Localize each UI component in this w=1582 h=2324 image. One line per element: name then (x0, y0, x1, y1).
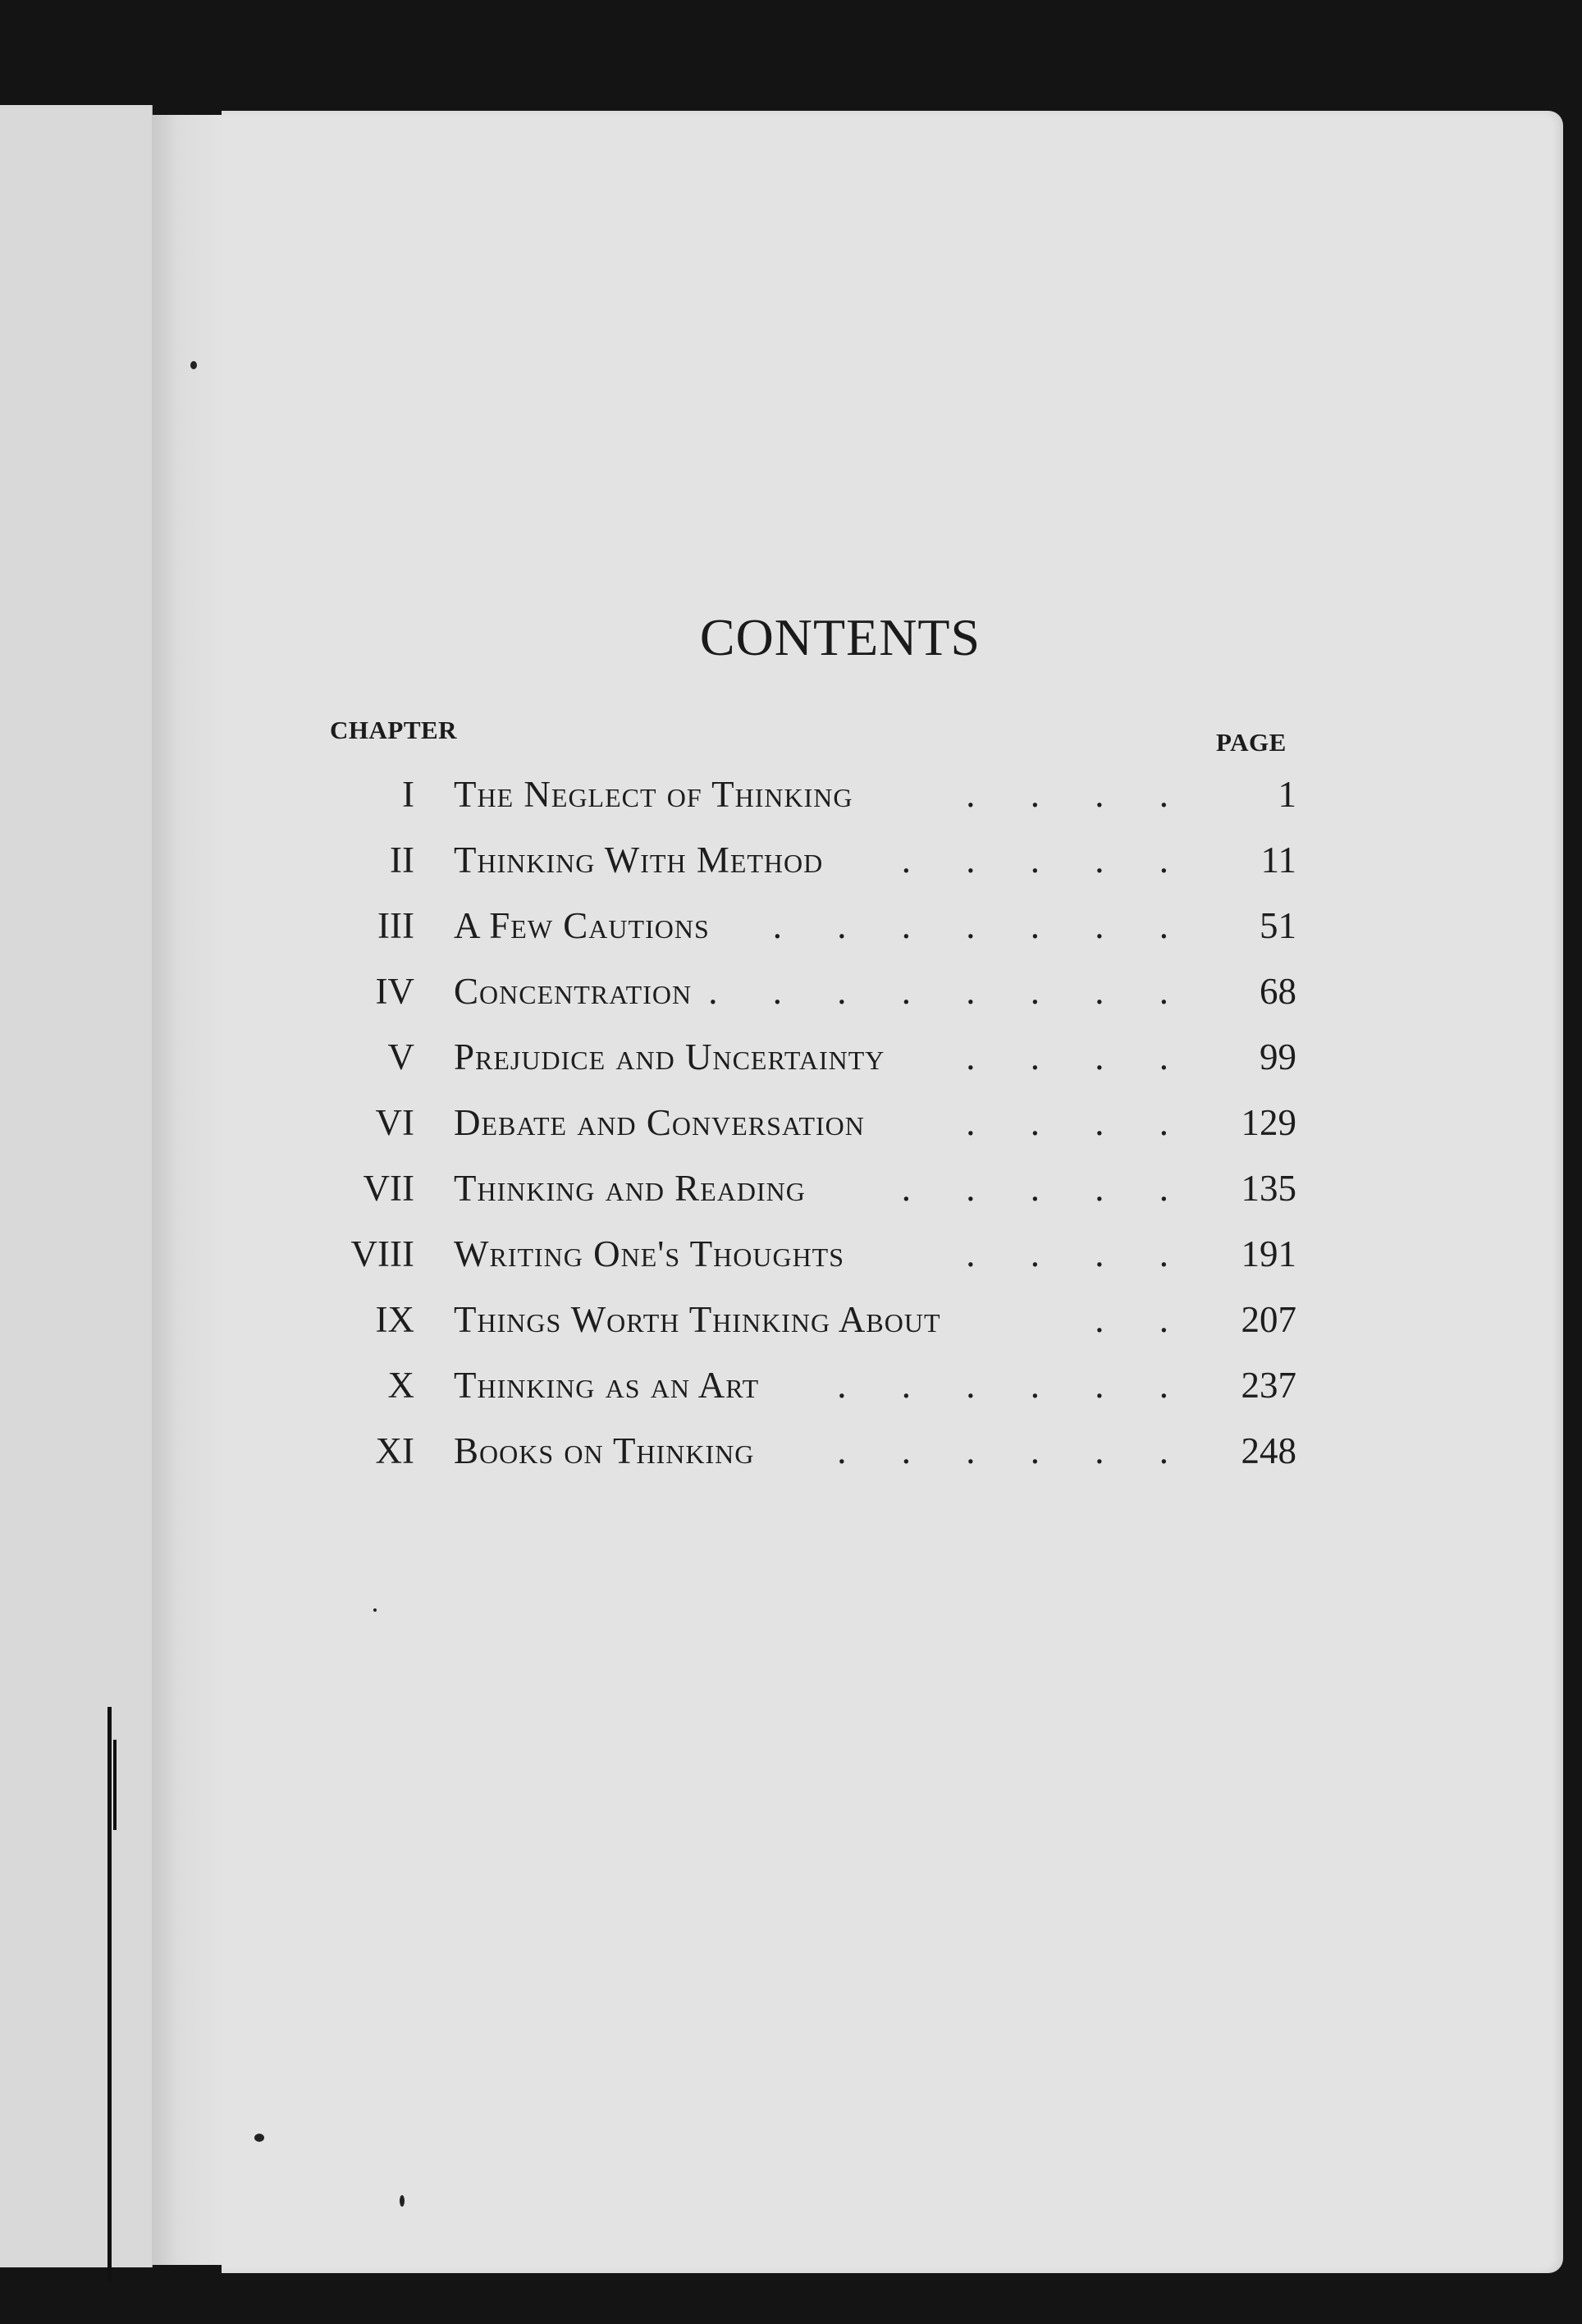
chapter-number: V (387, 1036, 414, 1077)
chapter-number: I (402, 774, 414, 815)
chapter-title: Things Worth Thinking About (454, 1299, 941, 1340)
page-number: 51 (1260, 905, 1296, 946)
chapter-number: III (377, 905, 414, 946)
chapter-title: Books on Thinking (454, 1430, 755, 1471)
chapter-title: Prejudice and Uncertainty (454, 1036, 885, 1077)
page-speck (400, 2195, 405, 2207)
chapter-number: VIII (350, 1233, 414, 1274)
toc-entry (312, 1229, 1296, 1295)
chapter-number: IX (375, 1299, 414, 1340)
dot-leader: . . . . (966, 1102, 1191, 1143)
chapter-title: The Neglect of Thinking (454, 774, 853, 815)
contents-title: CONTENTS (699, 608, 981, 666)
toc-entry (312, 1426, 1296, 1492)
dot-leader: . . . . . (901, 839, 1191, 881)
page-column-heading: PAGE (1216, 728, 1287, 757)
chapter-title: A Few Cautions (454, 905, 710, 946)
table-of-contents (312, 770, 1296, 1492)
page-speck (254, 2134, 264, 2142)
dot-leader: . . . . . . . . (708, 971, 1191, 1012)
toc-entry (312, 1032, 1296, 1098)
dot-leader: . . . . (966, 1036, 1191, 1077)
toc-entry (312, 1361, 1296, 1426)
chapter-column-heading: CHAPTER (330, 716, 458, 744)
page-number: 191 (1241, 1233, 1296, 1274)
chapter-title: Thinking as an Art (454, 1365, 760, 1406)
chapter-number: XI (375, 1430, 414, 1471)
chapter-title: Debate and Conversation (454, 1102, 865, 1143)
dot-leader: . . . . . . (837, 1430, 1191, 1471)
toc-entry (312, 1164, 1296, 1229)
dot-leader: . . . . . . . (772, 905, 1191, 946)
toc-entry (312, 901, 1296, 967)
left-page-edge (0, 105, 153, 2267)
page-number: 11 (1260, 839, 1296, 881)
page-number: 135 (1241, 1168, 1296, 1209)
page-speck (190, 361, 197, 369)
page-number: 207 (1241, 1299, 1296, 1340)
toc-entry (312, 1098, 1296, 1164)
chapter-title: Thinking and Reading (454, 1168, 806, 1209)
binding-mark (113, 1740, 117, 1830)
dot-leader: . . . . (966, 774, 1191, 815)
chapter-title: Concentration (454, 971, 693, 1012)
chapter-number: X (387, 1365, 414, 1406)
page-number: 1 (1278, 774, 1296, 815)
dot-leader: . . . . . . (837, 1365, 1191, 1406)
toc-entry (312, 770, 1296, 835)
chapter-number: VI (375, 1102, 414, 1143)
page-number: 248 (1241, 1430, 1296, 1471)
dot-leader: . . . . (966, 1233, 1191, 1274)
binding-line (107, 1707, 112, 2281)
chapter-title: Thinking With Method (454, 839, 824, 881)
chapter-title: Writing One's Thoughts (454, 1233, 845, 1274)
page-number: 237 (1241, 1365, 1296, 1406)
page-speck (373, 1608, 377, 1612)
toc-entry (312, 835, 1296, 901)
chapter-number: VII (363, 1168, 414, 1209)
page-gutter (152, 115, 226, 2265)
page-number: 129 (1241, 1102, 1296, 1143)
toc-entry (312, 1295, 1296, 1361)
dot-leader: . . . . . (901, 1168, 1191, 1209)
dot-leader: . . (1095, 1299, 1191, 1340)
page-number: 68 (1260, 971, 1296, 1012)
chapter-number: IV (375, 971, 414, 1012)
toc-entry (312, 967, 1296, 1032)
chapter-number: II (390, 839, 414, 881)
page-number: 99 (1260, 1036, 1296, 1077)
